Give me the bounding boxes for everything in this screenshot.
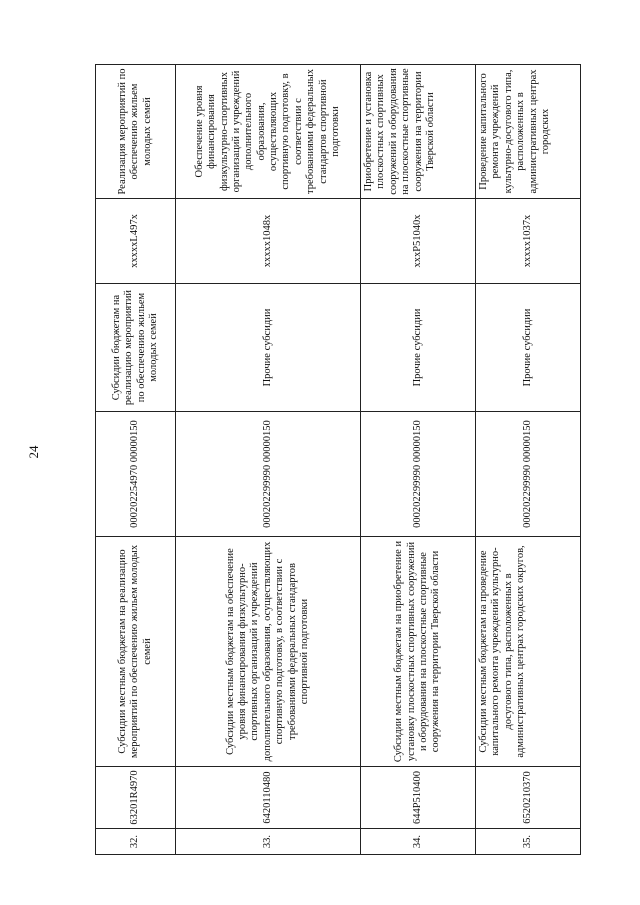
budget-code: 000202299990 00000150: [176, 412, 361, 537]
additional-code: xxxxxL497x: [96, 199, 176, 284]
subsidy-name: Субсидии местным бюджетам на приобретение и установку плоскостных спортивных сооружений и оборудования на плоскостные спортивные сооружения на территории Тверской области: [361, 537, 476, 767]
row-number: 33.: [176, 829, 361, 855]
table-row: [96, 65, 176, 855]
table-row: [176, 65, 361, 855]
target-code: 6420110480: [176, 767, 361, 829]
income-kind: Субсидии бюджетам на реализацию мероприятий по обеспечению жильем молодых семей: [96, 284, 176, 412]
row-number: 35.: [476, 829, 581, 855]
purpose: Обеспечение уровня финансирования физкультурно-спортивных организаций и учреждений дополнительного образования, осуществляющих спортивную подготовку, в соответствии с требованиями федеральных стандартов спортивной подготовки: [176, 65, 361, 199]
table-row: [476, 65, 581, 855]
table-row: [361, 65, 476, 855]
target-code: 644P510400: [361, 767, 476, 829]
additional-code: xxxxx1037x: [476, 199, 581, 284]
row-number: 32.: [96, 829, 176, 855]
budget-code: 000202299990 00000150: [476, 412, 581, 537]
subsidies-table: [95, 64, 581, 855]
row-number: 34.: [361, 829, 476, 855]
additional-code: xxxP51040x: [361, 199, 476, 284]
income-kind: Прочие субсидии: [476, 284, 581, 412]
purpose: Проведение капитального ремонта учреждений культурно-досугового типа, расположенных в административных центрах городских: [476, 65, 581, 199]
subsidy-name: Субсидии местным бюджетам на обеспечение уровня финансирования физкультурно-спортивных организаций и учреждений дополнительного образования, осуществляющих спортивную подготовку, в соответствии с требованиями федеральных стандартов спортивной подготовки: [176, 537, 361, 767]
rotated-table-wrapper: [95, 65, 580, 855]
income-kind: Прочие субсидии: [176, 284, 361, 412]
purpose: Реализация мероприятий по обеспечению жильем молодых семей: [96, 65, 176, 199]
subsidy-name: Субсидии местным бюджетам на проведение капитального ремонта учреждений культурно-досугового типа, расположенных в административных центрах городских округов,: [476, 537, 581, 767]
target-code: 63201R4970: [96, 767, 176, 829]
budget-code: 000202254970 00000150: [96, 412, 176, 537]
purpose: Приобретение и установка плоскостных спортивных сооружений и оборудования на плоскостные спортивные сооружения на территории Тверской области: [361, 65, 476, 199]
subsidy-name: Субсидии местным бюджетам на реализацию мероприятий по обеспечению жильем молодых семей: [96, 537, 176, 767]
income-kind: Прочие субсидии: [361, 284, 476, 412]
additional-code: xxxxx1048x: [176, 199, 361, 284]
target-code: 6520210370: [476, 767, 581, 829]
budget-code: 000202299990 00000150: [361, 412, 476, 537]
page-number: 24: [26, 445, 41, 459]
